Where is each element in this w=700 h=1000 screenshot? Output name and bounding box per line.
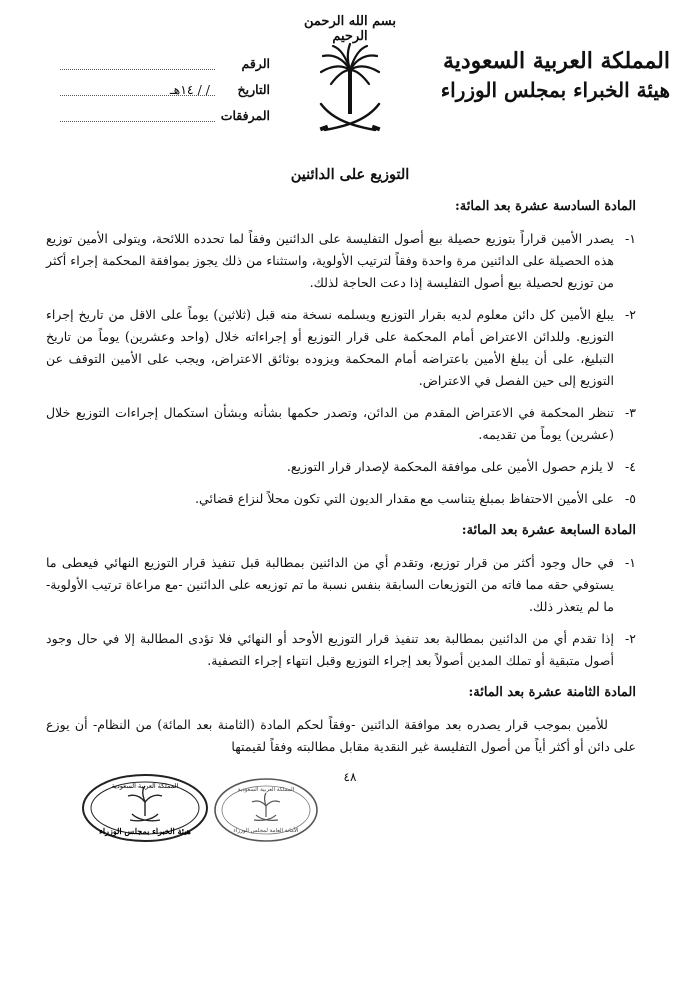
document-body [46,190,636,758]
item-number: ٢- [624,631,636,646]
item-text: يصدر الأمين قراراً بتوزيع حصيلة بيع أصول التفليسة على الدائنين وفقاً لما تحدده اللائحة، ويتولى الأمين توزيع هذه الحصيلة على الدائنين مرة واحدة وفقاً لترتيب الأولوية، واستثناء من ذلك يجوز بموافقة المحكمة إجراء أكثر من توزيع لحصيلة بيع أصول التفليسة إذا دعت الحاجة لذلك. [46,231,614,290]
article-117-heading: المادة السابعة عشرة بعد المائة: [461,523,636,538]
item-text: في حال وجود أكثر من قرار توزيع، وتقدم أي من الدائنين بمطالبة قبل تنفيذ قرار التوزيع النهائي فيعطى ما يستوفي حقه مما فاته من التوزيعات السابقة بنفس نسبة ما تم توزيعه على الدائنين -مع مراعاة ترتيب الأولوية- ما لم يتعذر ذلك. [46,555,614,614]
palm-swords-emblem [317,40,383,140]
article-117-item [46,552,636,618]
secretariat-seal-stamp [212,776,320,844]
date-value: / / ١٤هـ [169,82,210,97]
item-text: تنظر المحكمة في الاعتراض المقدم من الدائن، وتصدر حكمها بشأنه وبشأن استكمال إجراءات التوزيع خلال (عشرين) يوماً من تقديمه. [46,405,614,442]
item-number: ٤- [624,459,636,474]
attachments-line [60,121,215,122]
article-116-item [46,456,636,478]
org-line-2: هيئة الخبراء بمجلس الوزراء [440,78,670,102]
item-text: على الأمين الاحتفاظ بمبلغ يتناسب مع مقدار الديون التي تكون محلاً لنزاع قضائي. [194,491,614,506]
document-title: التوزيع على الدائنين [290,166,410,183]
attachments-label: المرفقات [220,108,270,123]
left-seal-bottom-text: هيئة الخبراء بمجلس الوزراء [99,826,191,836]
article-116-item [46,228,636,294]
article-116-item [46,304,636,392]
date-label: التاريخ [237,82,270,97]
org-line-1: المملكة العربية السعودية [442,48,670,74]
article-118-heading: المادة الثامنة عشرة بعد المائة: [468,685,636,700]
right-seal-top-text: المملكة العربية السعودية [237,787,295,793]
ref-line [60,69,215,70]
basmala: بسم الله الرحمن الرحيم [304,14,396,44]
organization-name [420,46,670,104]
item-number: ٥- [624,491,636,506]
attachments-row [60,108,270,134]
item-number: ١- [624,555,636,570]
ref-label: الرقم [241,56,270,71]
page-number: ٤٨ [343,770,357,784]
article-116-heading: المادة السادسة عشرة بعد المائة: [454,199,636,214]
article-118-paragraph: للأمين بموجب قرار يصدره بعد موافقة الدائنين -وفقاً لحكم المادة (الثامنة بعد المائة) من النظام- أن يوزع على دائن أو أكثر أياً من أصول التفليسة غير النقدية مقابل مطالبته وفقاً لقيمتها [46,717,636,754]
item-number: ٢- [624,307,636,322]
item-text: يبلغ الأمين كل دائن معلوم لديه بقرار التوزيع ويسلمه نسخة منه قبل (ثلاثين) يوماً على الاقل من تاريخ إجراء التوزيع. وللدائن الاعتراض أمام المحكمة على قرار التوزيع أو إجراءاته خلال (واحد وعشرين) يوماً من تاريخ التبليغ، على أن يبلغ الأمين باعتراضه أمام المحكمة ويزوده بوثائق الاعتراض، ويجب على الأمين التوقف عن التوزيع إلى حين الفصل في الاعتراض. [46,307,614,388]
article-116-item [46,488,636,510]
item-number: ١- [624,231,636,246]
item-text: إذا تقدم أي من الدائنين بمطالبة بعد تنفيذ قرار التوزيع الأوحد أو النهائي فلا تؤدى المطالبة إلا في حال وجود أصول متبقية أو تملك المدين أصولاً بعد إجراء التوزيع وقبل انتهاء إجراء التصفية. [46,631,614,668]
left-seal-top-text: المملكة العربية السعودية [111,782,179,790]
article-117-item [46,628,636,672]
item-number: ٣- [624,405,636,420]
ref-row [60,56,270,82]
date-row [60,82,270,108]
right-seal-bottom-text: الأمانة العامة لمجلس الوزراء [233,828,299,834]
bureau-seal-stamp [80,772,210,844]
letter-meta [60,56,270,134]
article-116-item [46,402,636,446]
item-text: لا يلزم حصول الأمين على موافقة المحكمة لإصدار قرار التوزيع. [286,459,614,474]
